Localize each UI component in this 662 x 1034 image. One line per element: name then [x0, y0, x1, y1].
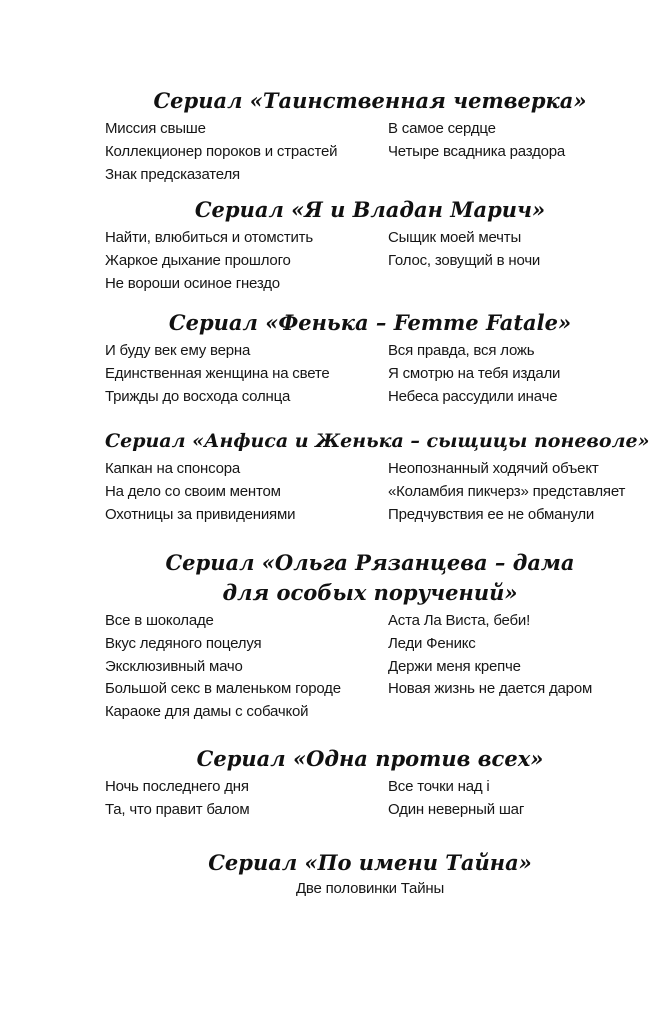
book-column-left	[105, 610, 385, 724]
book-title: И буду век ему верна	[105, 342, 251, 359]
series-block	[105, 744, 635, 818]
series-title: Сериал «Одна против всех»	[196, 746, 544, 771]
series-block	[105, 195, 635, 292]
series-title: Сериал «Я и Владан Марич»	[194, 197, 546, 222]
book-title: Все точки над i	[388, 778, 490, 795]
book-title: Голос, зовущий в ночи	[388, 251, 541, 269]
book-column-left	[105, 118, 385, 186]
book-title: Эксклюзивный мачо	[105, 657, 243, 675]
book-title: Знак предсказателя	[105, 165, 240, 183]
book-column-right	[388, 610, 638, 701]
book-title: Жаркое дыхание прошлого	[105, 251, 291, 269]
book-title: Все в шоколаде	[105, 612, 214, 629]
book-title: Небеса рассудили иначе	[388, 387, 558, 405]
book-column-left	[105, 458, 385, 526]
book-title: Миссия свыше	[105, 120, 206, 137]
series-title: Сериал «Фенька – Femme Fatale»	[168, 310, 572, 335]
series-title: Сериал «Анфиса и Женька – сыщицы поневоле»	[105, 430, 650, 452]
book-title: Единственная женщина на свете	[105, 364, 330, 382]
book-title: Трижды до восхода солнца	[105, 387, 291, 405]
series-block	[105, 86, 635, 183]
book-column-left	[105, 776, 385, 822]
book-title: Четыре всадника раздора	[388, 142, 566, 160]
book-title: Большой секс в маленьком городе	[105, 680, 341, 698]
series-block	[105, 426, 650, 523]
book-title: Та, что правит балом	[105, 800, 250, 818]
book-title: Неопознанный ходячий объект	[388, 460, 599, 477]
book-title: Найти, влюбиться и отомстить	[105, 229, 313, 246]
book-title: Две половинки Тайны	[295, 880, 445, 897]
series-title: Сериал «По имени Тайна»	[208, 850, 532, 875]
series-block	[105, 308, 635, 405]
book-column-right	[388, 458, 638, 526]
book-title: «Коламбия пикчерз» представляет	[388, 482, 626, 500]
book-column-left	[105, 340, 385, 408]
book-title: Караоке для дамы с собачкой	[105, 703, 309, 721]
series-title-line: Сериал «Ольга Рязанцева – дама	[165, 550, 575, 575]
book-title: Держи меня крепче	[388, 657, 521, 675]
book-column-center	[105, 878, 635, 901]
series-block	[105, 848, 635, 901]
book-title: В самое сердце	[388, 120, 496, 137]
series-title-line: для особых поручений»	[222, 580, 518, 605]
book-title: Леди Феникс	[388, 634, 476, 652]
book-title: Сыщик моей мечты	[388, 229, 522, 246]
book-title: Аста Ла Виста, беби!	[388, 612, 531, 629]
book-column-right	[388, 340, 638, 408]
book-title: На дело со своим ментом	[105, 482, 281, 500]
book-title: Вкус ледяного поцелуя	[105, 634, 262, 652]
series-block	[105, 548, 635, 721]
book-column-left	[105, 227, 385, 295]
book-title: Не вороши осиное гнездо	[105, 274, 280, 292]
series-title: Сериал «Таинственная четверка»	[153, 88, 587, 113]
book-title: Я смотрю на тебя издали	[388, 364, 561, 382]
book-title: Вся правда, вся ложь	[388, 342, 535, 359]
book-title: Капкан на спонсора	[105, 460, 241, 477]
book-title: Предчувствия ее не обманули	[388, 505, 595, 523]
book-column-right	[388, 227, 638, 273]
book-column-right	[388, 776, 638, 822]
series-title	[105, 548, 635, 608]
book-title: Охотницы за привидениями	[105, 505, 296, 523]
book-title: Один неверный шаг	[388, 800, 525, 818]
book-column-right	[388, 118, 638, 164]
book-title: Ночь последнего дня	[105, 778, 249, 795]
book-title: Коллекционер пороков и страстей	[105, 142, 338, 160]
book-title: Новая жизнь не дается даром	[388, 680, 593, 698]
